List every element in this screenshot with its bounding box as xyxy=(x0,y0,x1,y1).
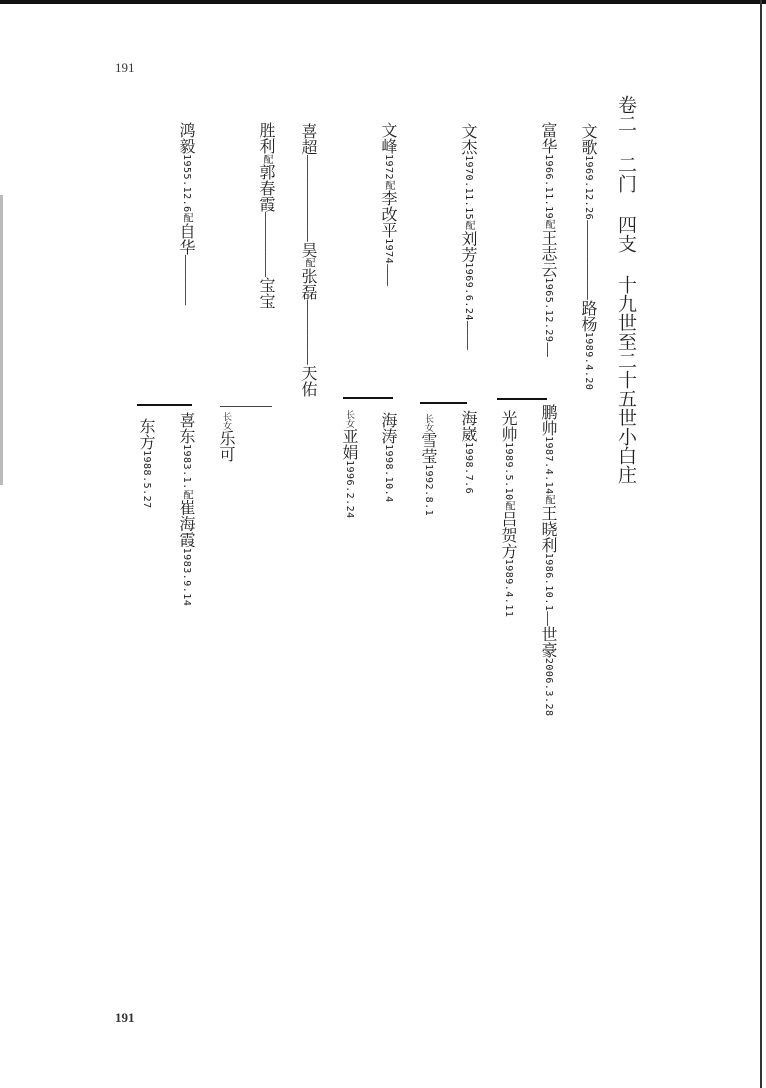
spouse-name: 张磊 xyxy=(299,267,318,300)
person-name: 文杰 xyxy=(459,123,478,155)
spouse-name: 郭春霞 xyxy=(257,164,276,212)
spouse-marker: 配 xyxy=(383,180,394,191)
spouse-marker: 配 xyxy=(543,494,554,505)
spouse-marker: 配 xyxy=(181,212,192,223)
genealogy-entry-dongfang xyxy=(138,418,154,509)
birth-date: 1970.11.15 xyxy=(463,155,474,221)
connector-dash: —— xyxy=(541,611,555,626)
genealogy-entry-hongyi xyxy=(178,122,194,305)
person-name: 喜超 xyxy=(299,123,318,155)
genealogy-entry-yajuan xyxy=(341,410,357,519)
rank-label: 长女 xyxy=(221,412,231,430)
left-edge-shadow xyxy=(0,195,3,485)
genealogy-entry-xueying xyxy=(420,414,436,516)
spouse-birth-date: 1965.12.29 xyxy=(543,277,554,343)
child-birth-date: 2006.3.28 xyxy=(543,657,554,717)
connector-dash: ——————————— xyxy=(581,220,595,300)
branch-line xyxy=(137,404,192,406)
spouse-name: 吕贺方 xyxy=(499,510,518,559)
person-name: 海崴 xyxy=(459,410,478,442)
spouse-name: 崔海霞 xyxy=(177,499,196,548)
person-name: 富华 xyxy=(539,122,558,154)
connector-dash: —— xyxy=(541,342,555,357)
connector-dash: ———————————— xyxy=(301,155,315,242)
rank-label: 长女 xyxy=(344,410,354,428)
page-number-top: 191 xyxy=(115,60,135,75)
spouse-birth-date: 1974 xyxy=(383,238,394,265)
genealogy-entry-pengshuai xyxy=(540,404,556,717)
birth-date: 1996.2.24 xyxy=(344,460,355,519)
child-name: 世豪 xyxy=(539,625,558,658)
spouse-marker: 配 xyxy=(543,219,554,230)
birth-date: 1998.7.6 xyxy=(463,442,474,495)
person-name: 鹏帅 xyxy=(539,404,558,436)
page-number-bottom: 191 xyxy=(115,1010,135,1025)
person-name: 东方 xyxy=(137,418,156,450)
birth-date: 1988.5.27 xyxy=(141,450,152,509)
spouse-marker: 配 xyxy=(303,257,314,268)
connector-dash: ————————— xyxy=(301,299,315,365)
spouse-name: 自华 xyxy=(177,222,196,255)
genealogy-entry-fuhua xyxy=(540,122,556,357)
person-name: 喜东 xyxy=(177,412,196,444)
spouse-name: 王志云 xyxy=(539,229,558,278)
birth-date: 1987.4.14 xyxy=(543,436,554,495)
birth-date: 1955.12.6 xyxy=(181,154,192,213)
birth-date: 1998.10.4 xyxy=(383,444,394,503)
birth-date: 1972 xyxy=(383,154,394,181)
connector-dash: ————————— xyxy=(259,212,273,278)
spouse-marker: 配 xyxy=(261,154,272,164)
person-name: 胜利 xyxy=(257,122,276,154)
genealogy-entry-wenjie xyxy=(460,123,476,350)
spouse-marker: 配 xyxy=(463,220,474,231)
genealogy-entry-wenfeng xyxy=(380,122,396,286)
genealogy-entry-guangshuai xyxy=(500,410,516,617)
genealogy-entry-shengli xyxy=(258,122,274,309)
page-title: 卷二 二门 四支 十九世至二十五世小白庄 xyxy=(615,95,637,484)
person-name: 文峰 xyxy=(379,122,398,154)
person-name: 海涛 xyxy=(379,412,398,444)
branch-line xyxy=(420,402,467,404)
birth-date: 1969.12.26 xyxy=(583,155,594,221)
person-name: 文歌 xyxy=(579,123,598,155)
grandchild-name: 天佑 xyxy=(299,364,318,397)
child-birth-date: 1989.4.20 xyxy=(583,331,594,391)
birth-date: 1966.11.19 xyxy=(543,154,554,220)
connector-dash: ——————— xyxy=(179,254,193,306)
spouse-birth-date: 1969.6.24 xyxy=(463,262,474,321)
spouse-name: 王晓利 xyxy=(539,504,558,553)
child-name: 昊 xyxy=(299,241,318,258)
spouse-name: 刘芳 xyxy=(459,230,478,263)
rank-label: 长女 xyxy=(423,414,433,432)
spouse-birth-date: 1986.10.1 xyxy=(543,552,554,612)
connector-dash: ——— xyxy=(381,264,395,286)
spouse-birth-date: 1989.4.11 xyxy=(503,558,514,618)
right-border xyxy=(760,0,762,1088)
genealogy-entry-wenge xyxy=(580,123,596,390)
person-name: 光帅 xyxy=(499,410,518,442)
child-name: 宝宝 xyxy=(257,277,276,310)
spouse-name: 李改平 xyxy=(379,190,398,239)
spouse-marker: 配 xyxy=(181,489,192,500)
genealogy-entry-haitao xyxy=(380,412,396,503)
genealogy-entry-xidong xyxy=(178,412,194,606)
genealogy-entry-xichao xyxy=(300,123,316,397)
person-name: 雪莹 xyxy=(419,432,438,464)
birth-date: 1989.5.10 xyxy=(503,442,514,501)
birth-date: 1983.1. xyxy=(181,444,192,490)
person-name: 鸿毅 xyxy=(177,122,196,154)
connector-dash: ———— xyxy=(461,320,475,350)
branch-line xyxy=(343,397,393,399)
person-name: 亚娟 xyxy=(340,428,359,460)
spouse-birth-date: 1983.9.14 xyxy=(181,547,192,607)
child-name: 路杨 xyxy=(579,299,598,332)
genealogy-entry-leke xyxy=(218,412,234,462)
branch-line xyxy=(497,398,547,400)
top-border xyxy=(0,0,766,4)
birth-date: 1992.8.1 xyxy=(423,464,434,517)
spouse-marker: 配 xyxy=(503,500,514,511)
branch-line xyxy=(220,406,272,407)
person-name: 乐可 xyxy=(217,430,236,462)
genealogy-entry-haiwei xyxy=(460,410,476,494)
